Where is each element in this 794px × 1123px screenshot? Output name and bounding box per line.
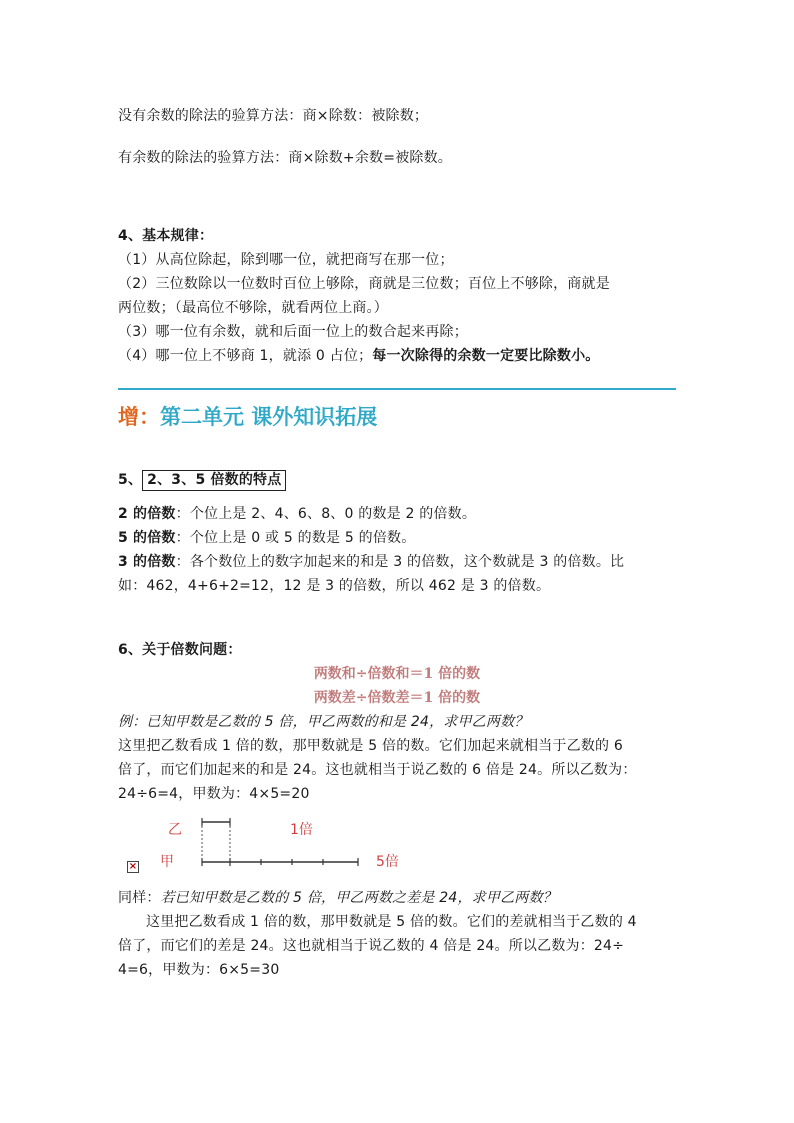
diagram-label-jia: 甲 (160, 854, 174, 870)
broken-image-icon: × (128, 861, 138, 872)
multiples-of-five-label: 5 的倍数 (118, 530, 176, 546)
basic-rule-4-text: （4）哪一位上不够商 1，就添 0 占位； (118, 348, 373, 364)
same-question (118, 888, 557, 908)
basic-rule-1: （1）从高位除起，除到哪一位，就把商写在那一位； (118, 252, 454, 268)
same-question-text: 若已知甲数是乙数的 5 倍，甲乙两数之差是 24，求甲乙两数？ (160, 890, 557, 906)
diagram-label-yi: 乙 (168, 822, 182, 838)
example-explain-1: 这里把乙数看成 1 倍的数，那甲数就是 5 倍的数。它们加起来就相当于乙数的 6 (118, 738, 623, 754)
section-divider (118, 388, 676, 390)
rule-with-remainder: 有余数的除法的验算方法：商×除数+余数=被除数。 (118, 150, 452, 166)
multiples-of-three-text: ：各个数位上的数字加起来的和是 3 的倍数，这个数就是 3 的倍数。比 (175, 554, 625, 570)
multiples-heading-box: 2、3、5 倍数的特点 (142, 470, 286, 491)
example-explain-2: 倍了，而它们加起来的和是 24。这也就相当于说乙数的 6 倍是 24。所以乙数为： (118, 762, 637, 778)
same-explain-3: 4=6，甲数为：6×5=30 (118, 962, 280, 978)
multiples-of-two-text: ：个位上是 2、4、6、8、0 的数是 2 的倍数。 (175, 506, 477, 522)
basic-rule-2: （2）三位数除以一位数时百位上够除，商就是三位数；百位上不够除，商就是 (118, 276, 610, 292)
rule-no-remainder: 没有余数的除法的验算方法：商×除数：被除数； (118, 108, 429, 124)
times-problems-heading: 6、关于倍数问题： (118, 642, 242, 658)
same-explain-1: 这里把乙数看成 1 倍的数，那甲数就是 5 倍的数。它们的差就相当于乙数的 4 (146, 914, 637, 930)
basic-rule-3: （3）哪一位有余数，就和后面一位上的数合起来再除； (118, 324, 468, 340)
section-title-prefix: 增： (118, 405, 160, 429)
multiples-of-two (118, 504, 476, 524)
example-explain-3: 24÷6=4，甲数为：4×5=20 (118, 786, 310, 802)
multiples-of-three (118, 552, 624, 572)
same-explain-2: 倍了，而它们的差是 24。这也就相当于说乙数的 4 倍是 24。所以乙数为：24÷ (118, 938, 625, 954)
formula-sum: 两数和÷倍数和＝1 倍的数 (313, 666, 481, 682)
section-title (118, 402, 377, 432)
example-question: 例：已知甲数是乙数的 5 倍，甲乙两数的和是 24，求甲乙两数？ (118, 714, 529, 730)
multiples-of-three-label: 3 的倍数 (118, 554, 176, 570)
basic-rules-heading: 4、基本规律： (118, 228, 214, 244)
section-title-text: 第二单元 课外知识拓展 (160, 405, 378, 429)
multiples-of-three-example: 如：462，4+6+2=12，12 是 3 的倍数，所以 462 是 3 的倍数。 (118, 578, 551, 594)
diagram-label-one-times: 1倍 (290, 822, 313, 838)
multiples-number: 5、 (118, 472, 143, 488)
multiples-heading (118, 470, 286, 491)
basic-rule-4 (118, 346, 599, 366)
multiples-of-two-label: 2 的倍数 (118, 506, 176, 522)
formula-difference: 两数差÷倍数差＝1 倍的数 (313, 690, 481, 706)
basic-rule-4-emphasis: 每一次除得的余数一定要比除数小。 (372, 348, 600, 364)
same-prefix: 同样： (118, 890, 161, 906)
multiples-of-five (118, 528, 415, 548)
diagram-label-five-times: 5倍 (376, 854, 399, 870)
basic-rule-2-cont: 两位数；（最高位不够除，就看两位上商。） (118, 300, 388, 316)
multiples-of-five-text: ：个位上是 0 或 5 的数是 5 的倍数。 (175, 530, 416, 546)
times-diagram (118, 808, 408, 884)
